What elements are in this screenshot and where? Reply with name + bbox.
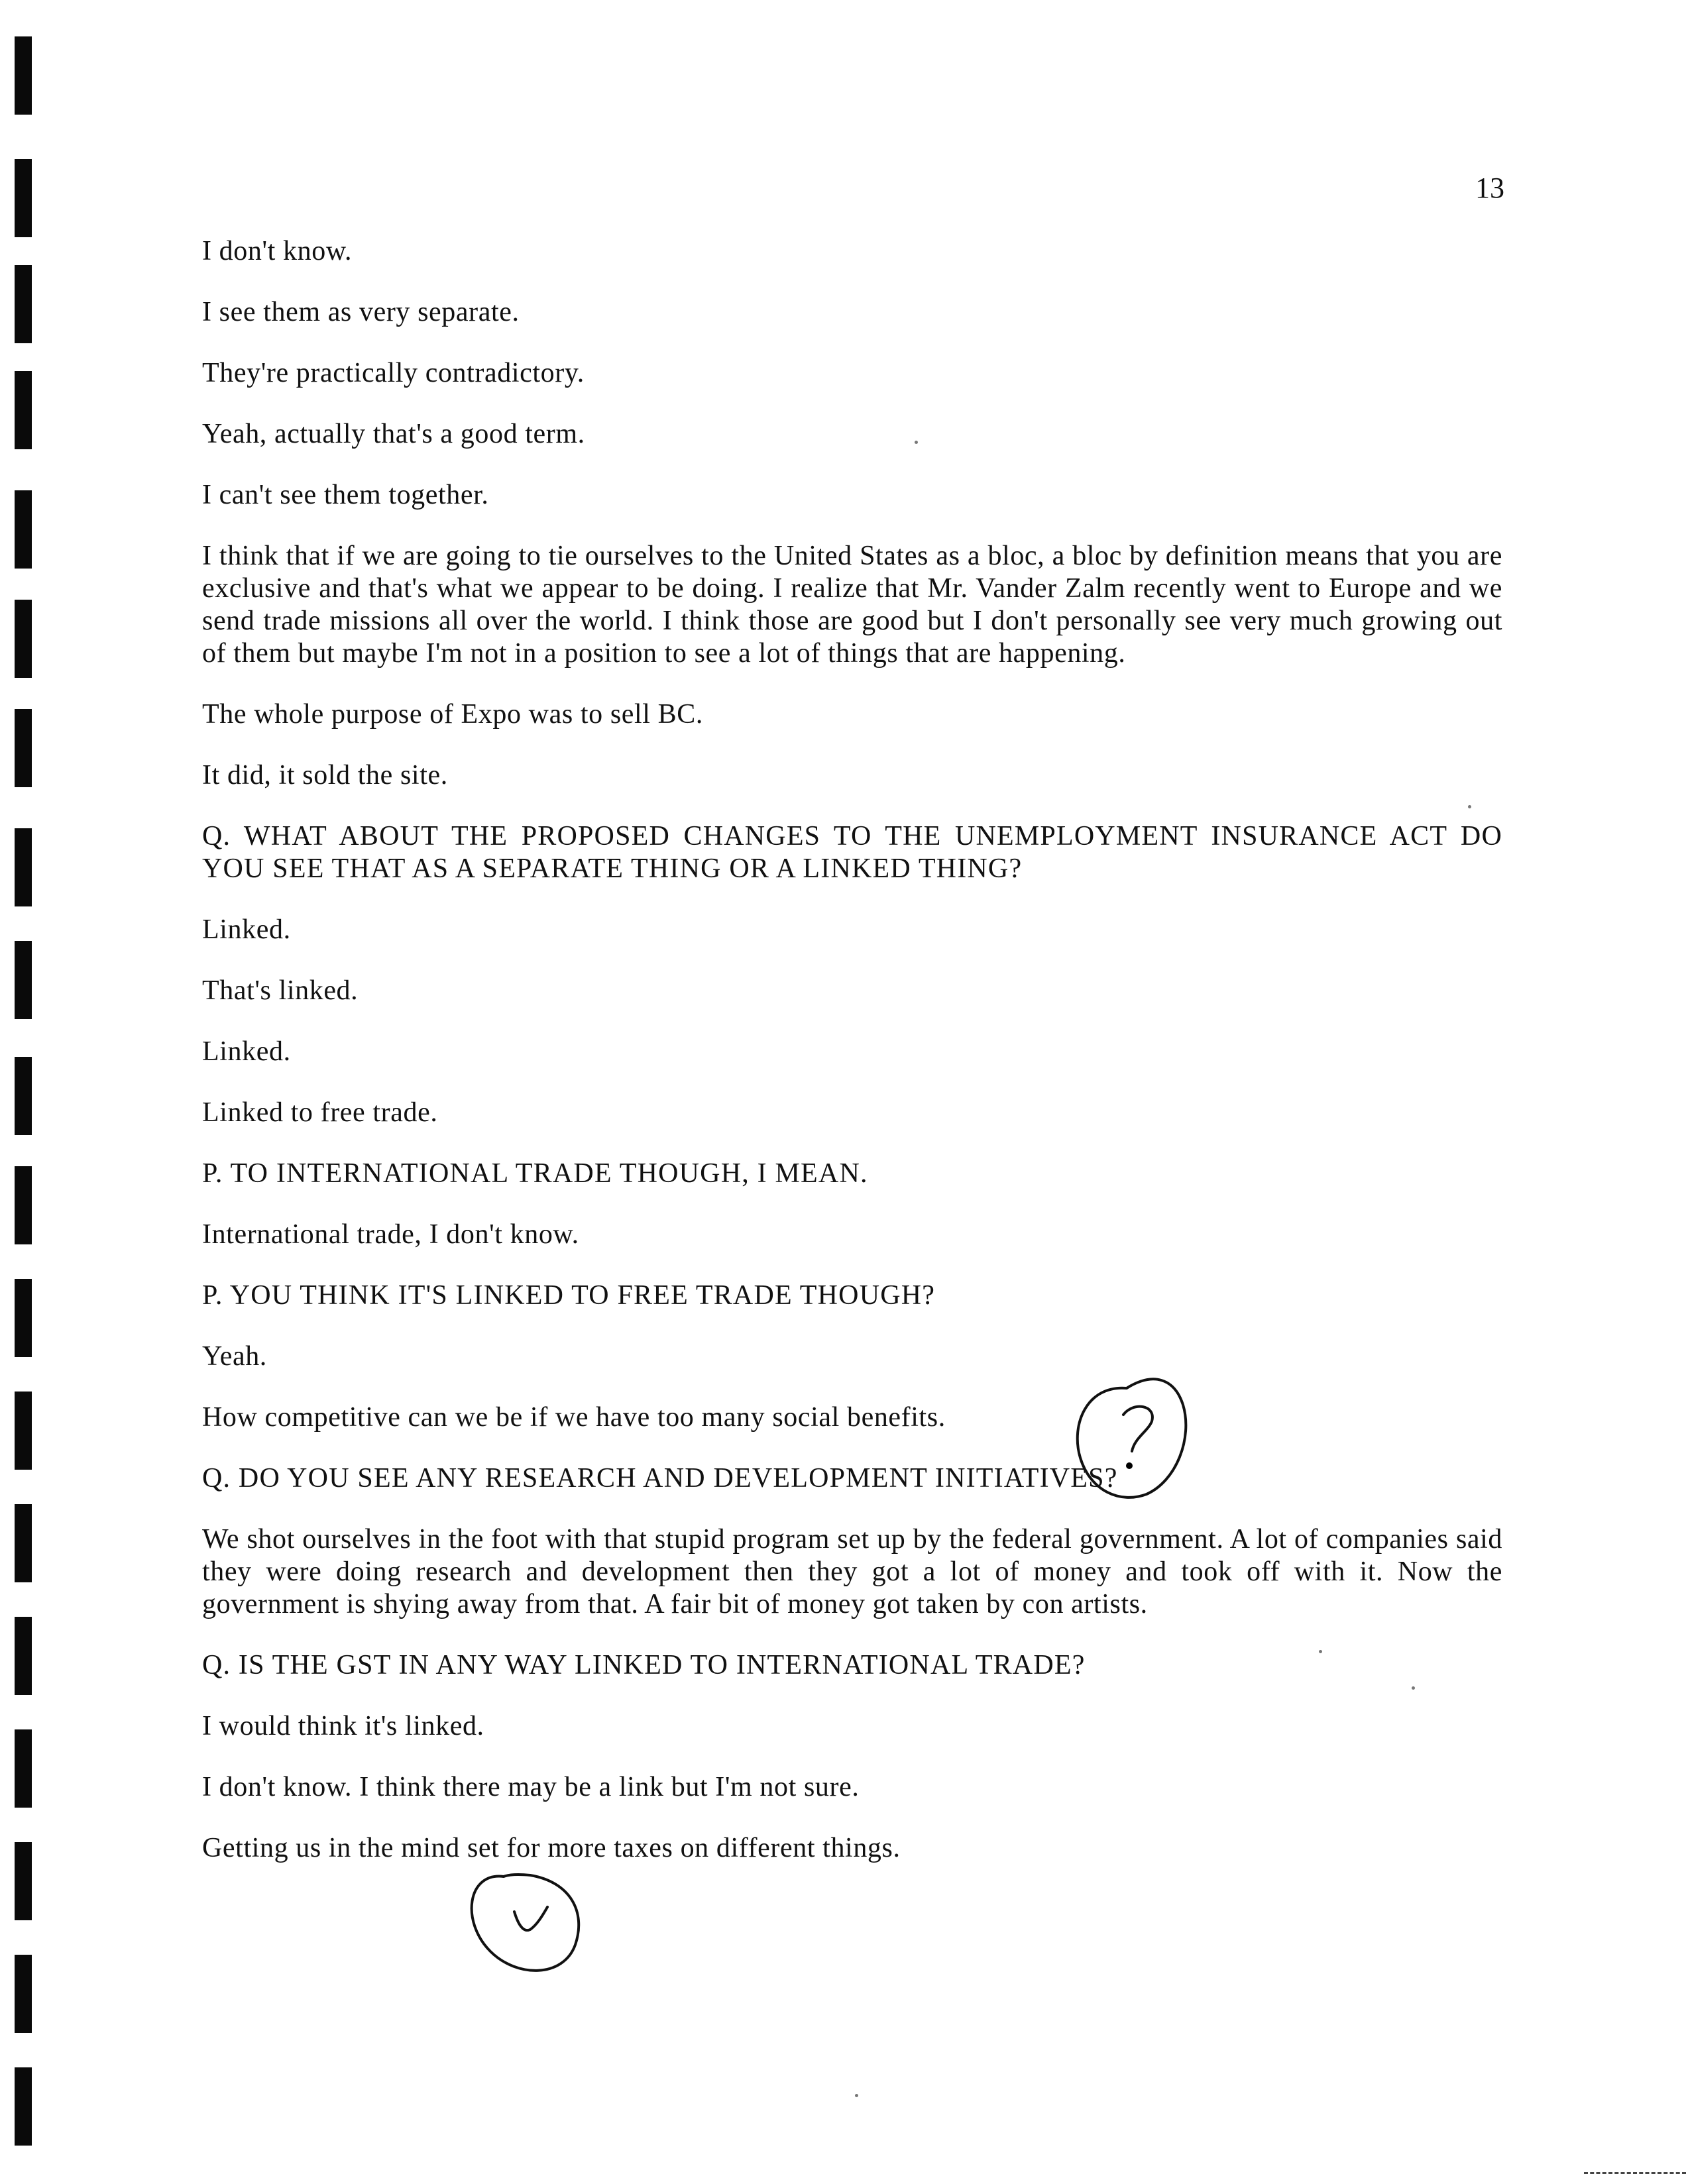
binding-mark [15, 828, 32, 906]
transcript-line: Linked. [202, 914, 291, 945]
transcript-line: Linked to free trade. [202, 1097, 438, 1128]
transcript-line: Getting us in the mind set for more taxes on different things. [202, 1833, 901, 1863]
binding-mark [15, 1617, 32, 1695]
transcript-line: I don't know. I think there may be a link but I'm not sure. [202, 1772, 860, 1802]
scan-speck [1468, 805, 1471, 808]
binding-mark [15, 1842, 32, 1920]
transcript-line: I would think it's linked. [202, 1711, 484, 1741]
binding-mark [15, 1279, 32, 1357]
interviewer-probe: P. YOU THINK IT'S LINKED TO FREE TRADE THOUGH? [202, 1280, 936, 1311]
binding-mark [15, 941, 32, 1019]
binding-mark [15, 1504, 32, 1582]
transcript-line: I can't see them together. [202, 480, 489, 510]
binding-mark [15, 371, 32, 449]
transcript-line: I see them as very separate. [202, 297, 520, 327]
binding-mark [15, 1955, 32, 2033]
scan-speck [915, 441, 918, 444]
transcript-line: They're practically contradictory. [202, 358, 585, 388]
transcript-line: International trade, I don't know. [202, 1219, 579, 1250]
binding-mark [15, 1729, 32, 1808]
scan-speck [1319, 1650, 1322, 1653]
transcript-paragraph: I think that if we are going to tie ourselves to the United States as a bloc, a bloc by definition means that you are exclusive and that's what we appear to be doing. I realize that Mr. Vander Zalm recently went to Europe and we send trade missions all over the world. I think those are good but I don't personally see very much growing out of them but maybe I'm not in a position to see a lot of things that are happening. [202, 541, 1502, 669]
transcript-line: Yeah. [202, 1341, 267, 1372]
binding-mark [15, 265, 32, 343]
transcript-body [202, 235, 1502, 1865]
binding-mark [15, 709, 32, 787]
scan-speck [1412, 1686, 1415, 1690]
binding-mark [15, 600, 32, 678]
interviewer-question: Q. DO YOU SEE ANY RESEARCH AND DEVELOPMENT INITIATIVES? [202, 1463, 1118, 1494]
binding-mark [15, 1392, 32, 1470]
binding-mark [15, 1166, 32, 1244]
page-number: 13 [1475, 172, 1504, 204]
transcript-line: Linked. [202, 1036, 291, 1067]
transcript-line: I don't know. [202, 236, 353, 266]
scan-edge-line [1584, 2172, 1686, 2174]
binding-mark [15, 2067, 32, 2146]
binding-mark [15, 159, 32, 237]
interviewer-question: Q. IS THE GST IN ANY WAY LINKED TO INTERNATIONAL TRADE? [202, 1650, 1086, 1680]
interviewer-question: Q. WHAT ABOUT THE PROPOSED CHANGES TO THE UNEMPLOYMENT INSURANCE ACT DO YOU SEE THAT AS A SEPARATE THING OR A LINKED THING? [202, 821, 1502, 884]
binding-mark [15, 1057, 32, 1135]
binding-mark [15, 36, 32, 115]
binding-holes [15, 0, 41, 2184]
interviewer-probe: P. TO INTERNATIONAL TRADE THOUGH, I MEAN. [202, 1158, 868, 1189]
transcript-line: It did, it sold the site. [202, 760, 448, 791]
binding-mark [15, 490, 32, 569]
transcript-paragraph: We shot ourselves in the foot with that stupid program set up by the federal government. A lot of companies said they were doing research and development then they got a lot of money and took off with it. Now the government is shying away from that. A fair bit of money got taken by con artists. [202, 1524, 1502, 1619]
transcript-line: The whole purpose of Expo was to sell BC. [202, 699, 703, 730]
scan-speck [855, 2094, 858, 2097]
transcript-line: How competitive can we be if we have too many social benefits. [202, 1402, 946, 1433]
transcript-line: That's linked. [202, 975, 359, 1006]
circled-check-mark-annotation [472, 1875, 579, 1971]
transcript-line: Yeah, actually that's a good term. [202, 419, 585, 449]
